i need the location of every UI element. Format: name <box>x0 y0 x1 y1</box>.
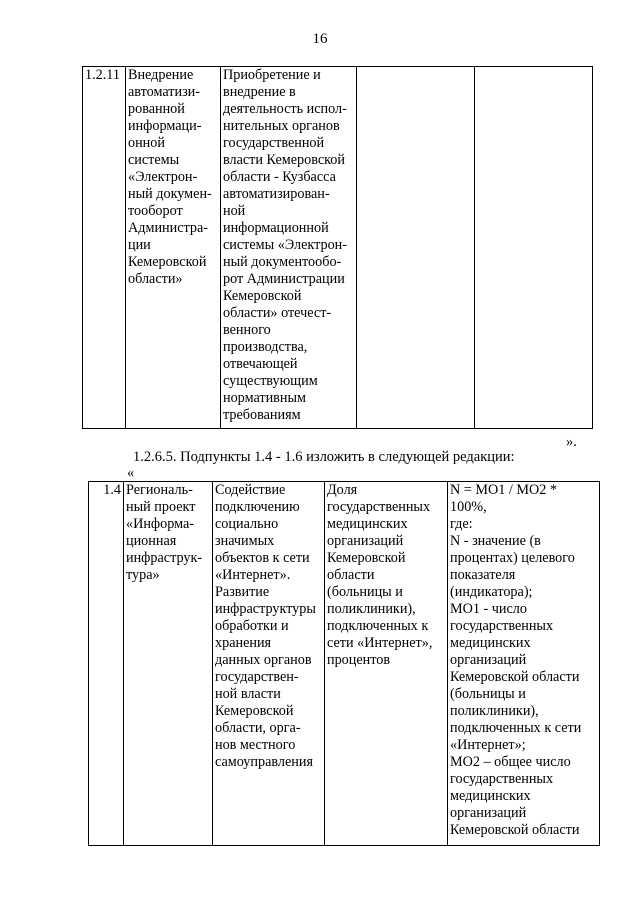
row-formula-cell <box>475 67 593 429</box>
row-description-cell: Содействие подключению социально значимых объектов к сети «Интернет». Развитие инфраструктуры обработки и хранения данных органов государствен- ной власти Кемеровской области, орга- нов местного самоуправления <box>213 482 325 846</box>
row-formula-cell: N = МО1 / МО2 * 100%, где: N - значение (в процентах) целевого показателя (индикатора); МО1 - число государственных медицинских организаций Кемеровской области (больницы и поликлиники), подключенных к сети «Интернет»; МО2 – общее число государственных медицинских организаций Кемеровской области <box>448 482 600 846</box>
table-row <box>83 67 593 429</box>
amendment-paragraph: 1.2.6.5. Подпункты 1.4 - 1.6 изложить в следующей редакции: <box>133 449 515 465</box>
opening-quote: « <box>127 465 135 481</box>
row-description-cell: Приобретение и внедрение в деятельность испол- нительных органов государственной власти Кемеровской области - Кузбасса автоматизирован- ной информационной системы «Электрон- ный документообо- рот Администрации Кемеровской области» отечест- венного производства, отвечающей существующим нормативным требованиям <box>221 67 357 429</box>
row-indicator-cell: Доля государственных медицинских организаций Кемеровской области (больницы и поликлиники), подключенных к сети «Интернет», процентов <box>325 482 448 846</box>
program-table-bottom <box>88 481 600 846</box>
closing-quote: ». <box>566 434 577 450</box>
row-indicator-cell <box>357 67 475 429</box>
row-name-cell: Региональ- ный проект «Информа- ционная инфраструк- тура» <box>124 482 213 846</box>
program-table-top <box>82 66 593 429</box>
row-name-cell: Внедрение автоматизи- рованной информаци- онной системы «Электрон- ный докумен- тооборот Администра- ции Кемеровской области» <box>126 67 221 429</box>
table-row <box>89 482 600 846</box>
page-number: 16 <box>312 31 328 47</box>
row-number-cell: 1.2.11 <box>83 67 126 429</box>
row-number-cell: 1.4 <box>89 482 124 846</box>
